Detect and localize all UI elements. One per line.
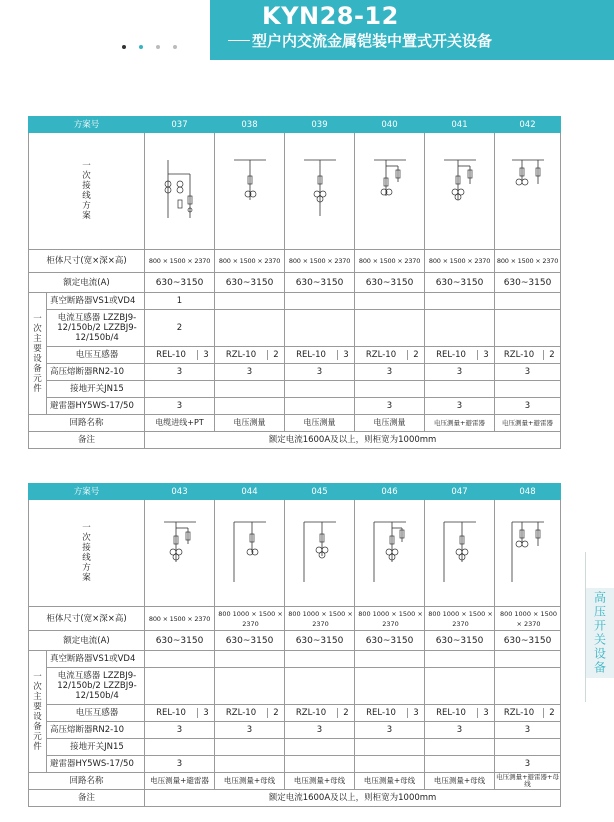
product-subtitle: 型户内交流金属铠装中置式开关设备 <box>252 32 493 50</box>
wiring-diagram-048 <box>495 500 561 607</box>
component-value <box>285 651 355 668</box>
wiring-label-text: 一次接线方案 <box>82 161 91 221</box>
vt-count: 3 <box>337 350 354 360</box>
wiring-diagram-row <box>29 133 561 250</box>
scheme-number: 041 <box>425 117 495 133</box>
page-dot <box>156 45 160 49</box>
scheme-number: 040 <box>355 117 425 133</box>
vt-model: RZL-10 <box>365 350 397 360</box>
wiring-diagram-040 <box>355 133 425 250</box>
component-value <box>355 756 425 773</box>
components-label <box>29 293 47 415</box>
current-cell: 630~3150 <box>495 273 561 293</box>
component-value: 3 <box>285 364 355 381</box>
component-value: 3 <box>145 398 215 415</box>
component-row <box>29 668 561 705</box>
side-section-label: 高压开关设备 <box>592 591 607 675</box>
remark-text: 额定电流1600A及以上，则柜宽为1000mm <box>145 432 561 449</box>
component-value <box>285 668 355 705</box>
component-name: 真空断路器VS1或VD4 <box>47 293 145 310</box>
vt-count: 3 <box>407 708 424 718</box>
page-header <box>0 0 614 60</box>
circuit-name: 电压测量 <box>355 415 425 432</box>
components-label-text: 一次主要设备元件 <box>33 671 42 752</box>
vt-cell <box>355 347 425 364</box>
vt-model: RZL-10 <box>503 350 535 360</box>
wiring-diagram-047 <box>425 500 495 607</box>
title-dash <box>228 40 250 41</box>
component-value <box>495 651 561 668</box>
wiring-diagram-039 <box>285 133 355 250</box>
component-value <box>355 381 425 398</box>
component-value: 2 <box>145 310 215 347</box>
circuit-name: 电压测量 <box>215 415 285 432</box>
dims-cell: 800 × 1500 × 2370 <box>495 250 561 273</box>
circuit-name: 电压测量+母线 <box>215 773 285 790</box>
component-value: 3 <box>355 364 425 381</box>
component-value: 3 <box>355 722 425 739</box>
dims-row <box>29 607 561 631</box>
component-name: 电压互感器 <box>47 347 145 364</box>
current-cell: 630~3150 <box>285 273 355 293</box>
scheme-number: 047 <box>425 484 495 500</box>
component-row <box>29 722 561 739</box>
component-value <box>495 668 561 705</box>
circuit-name: 电压测量+避雷器 <box>425 415 495 432</box>
vt-count: 2 <box>337 708 354 718</box>
dims-cell: 800 × 1500 × 2370 <box>285 250 355 273</box>
wiring-diagram-042 <box>495 133 561 250</box>
circuit-label: 回路名称 <box>29 415 145 432</box>
component-value <box>215 310 285 347</box>
component-value: 3 <box>425 398 495 415</box>
page-indicator-dots <box>122 34 190 53</box>
component-value <box>355 310 425 347</box>
component-row <box>29 705 561 722</box>
component-name: 高压熔断器RN2-10 <box>47 722 145 739</box>
scheme-number: 048 <box>495 484 561 500</box>
component-value <box>145 739 215 756</box>
dims-cell: 800 × 1500 × 2370 <box>145 607 215 631</box>
wiring-diagram-row <box>29 500 561 607</box>
vt-cell <box>355 705 425 722</box>
circuit-name: 电压测量 <box>285 415 355 432</box>
remark-label: 备注 <box>29 432 145 449</box>
component-name: 高压熔断器RN2-10 <box>47 364 145 381</box>
component-value <box>425 381 495 398</box>
vt-cell <box>145 347 215 364</box>
component-value: 3 <box>145 756 215 773</box>
dims-cell: 800 1000 × 1500 × 2370 <box>425 607 495 631</box>
component-value <box>285 398 355 415</box>
component-name: 避雷器HY5WS-17/50 <box>47 398 145 415</box>
current-cell: 630~3150 <box>425 631 495 651</box>
scheme-number: 044 <box>215 484 285 500</box>
vt-cell <box>215 347 285 364</box>
circuit-name: 电压测量+母线 <box>425 773 495 790</box>
current-row <box>29 631 561 651</box>
wiring-diagram-046 <box>355 500 425 607</box>
page-dot <box>122 45 126 49</box>
current-cell: 630~3150 <box>425 273 495 293</box>
component-name: 真空断路器VS1或VD4 <box>47 651 145 668</box>
current-cell: 630~3150 <box>215 631 285 651</box>
component-value <box>145 668 215 705</box>
component-value: 3 <box>145 364 215 381</box>
current-cell: 630~3150 <box>145 273 215 293</box>
vt-model: REL-10 <box>156 350 186 360</box>
circuit-name: 电缆进线+PT <box>145 415 215 432</box>
current-row <box>29 273 561 293</box>
component-value <box>215 651 285 668</box>
dims-label: 柜体尺寸(宽×深×高) <box>29 607 145 631</box>
scheme-number: 038 <box>215 117 285 133</box>
circuit-name: 电压测量+避雷器 <box>495 415 561 432</box>
wiring-label <box>29 500 145 607</box>
dims-cell: 800 1000 × 1500 × 2370 <box>215 607 285 631</box>
circuit-name: 电压测量+避雷器 <box>145 773 215 790</box>
scheme-label: 方案号 <box>29 117 145 133</box>
scheme-header-row <box>29 484 561 500</box>
vt-cell <box>145 705 215 722</box>
component-row <box>29 739 561 756</box>
vt-count: 3 <box>477 708 494 718</box>
vt-model: RZL-10 <box>225 350 257 360</box>
component-row <box>29 398 561 415</box>
page-dot <box>173 45 177 49</box>
scheme-number: 042 <box>495 117 561 133</box>
scheme-number: 037 <box>145 117 215 133</box>
dims-cell: 800 1000 × 1500 × 2370 <box>495 607 561 631</box>
component-name: 电流互感器 LZZBJ9-12/150b/2 LZZBJ9-12/150b/4 <box>47 310 145 347</box>
dims-cell: 800 × 1500 × 2370 <box>355 250 425 273</box>
page-dot-active <box>139 45 143 49</box>
vt-count: 3 <box>477 350 494 360</box>
dims-cell: 800 × 1500 × 2370 <box>425 250 495 273</box>
vt-model: RZL-10 <box>295 708 327 718</box>
dims-row <box>29 250 561 273</box>
vt-count: 2 <box>267 708 284 718</box>
spec-table-2 <box>28 483 561 807</box>
remark-row <box>29 432 561 449</box>
component-value <box>215 739 285 756</box>
dims-label: 柜体尺寸(宽×深×高) <box>29 250 145 273</box>
vt-model: REL-10 <box>296 350 326 360</box>
wiring-label-text: 一次接线方案 <box>82 523 91 583</box>
component-value <box>285 739 355 756</box>
scheme-number: 045 <box>285 484 355 500</box>
vt-model: RZL-10 <box>225 708 257 718</box>
vt-model: REL-10 <box>436 708 466 718</box>
component-name: 电流互感器 LZZBJ9-12/150b/2 LZZBJ9-12/150b/4 <box>47 668 145 705</box>
component-value <box>215 293 285 310</box>
remark-label: 备注 <box>29 790 145 807</box>
circuit-label: 回路名称 <box>29 773 145 790</box>
component-value <box>425 293 495 310</box>
component-row <box>29 756 561 773</box>
dims-cell: 800 1000 × 1500 × 2370 <box>285 607 355 631</box>
vt-cell <box>215 705 285 722</box>
current-cell: 630~3150 <box>495 631 561 651</box>
component-value <box>425 668 495 705</box>
component-value: 3 <box>495 364 561 381</box>
vt-count: 3 <box>197 350 214 360</box>
wiring-diagram-037 <box>145 133 215 250</box>
component-value: 3 <box>495 756 561 773</box>
remark-row <box>29 790 561 807</box>
dims-cell: 800 1000 × 1500 × 2370 <box>355 607 425 631</box>
current-label: 额定电流(A) <box>29 631 145 651</box>
vt-cell <box>285 705 355 722</box>
component-value <box>145 381 215 398</box>
component-value <box>425 651 495 668</box>
component-value: 3 <box>495 722 561 739</box>
circuit-row <box>29 773 561 790</box>
component-value <box>355 668 425 705</box>
dims-cell: 800 × 1500 × 2370 <box>145 250 215 273</box>
component-name: 避雷器HY5WS-17/50 <box>47 756 145 773</box>
component-value: 1 <box>145 293 215 310</box>
vt-cell <box>285 347 355 364</box>
vt-count: 2 <box>543 708 560 718</box>
component-value <box>215 381 285 398</box>
side-section-tab[interactable] <box>586 588 614 678</box>
component-row <box>29 347 561 364</box>
wiring-diagram-044 <box>215 500 285 607</box>
component-value <box>285 293 355 310</box>
component-row <box>29 381 561 398</box>
component-value: 3 <box>215 364 285 381</box>
wiring-diagram-045 <box>285 500 355 607</box>
vt-count: 2 <box>407 350 424 360</box>
component-value: 3 <box>355 398 425 415</box>
component-value <box>145 651 215 668</box>
vt-model: RZL-10 <box>503 708 535 718</box>
component-value <box>355 293 425 310</box>
current-label: 额定电流(A) <box>29 273 145 293</box>
scheme-number: 039 <box>285 117 355 133</box>
component-value: 3 <box>285 722 355 739</box>
wiring-diagram-041 <box>425 133 495 250</box>
component-value <box>425 310 495 347</box>
components-label-text: 一次主要设备元件 <box>33 313 42 394</box>
product-model: KYN28-12 <box>262 2 399 30</box>
vt-cell <box>495 705 561 722</box>
wiring-diagram-038 <box>215 133 285 250</box>
component-value <box>495 739 561 756</box>
component-row <box>29 310 561 347</box>
component-value <box>425 739 495 756</box>
component-value <box>495 310 561 347</box>
component-row <box>29 364 561 381</box>
component-value <box>285 310 355 347</box>
current-cell: 630~3150 <box>285 631 355 651</box>
current-cell: 630~3150 <box>355 273 425 293</box>
scheme-label: 方案号 <box>29 484 145 500</box>
component-value <box>215 668 285 705</box>
component-value <box>495 381 561 398</box>
current-cell: 630~3150 <box>215 273 285 293</box>
component-value <box>355 651 425 668</box>
component-row <box>29 651 561 668</box>
vt-cell <box>425 705 495 722</box>
circuit-name: 电压测量+避雷器+母线 <box>496 773 559 788</box>
component-name: 接地开关JN15 <box>47 381 145 398</box>
vt-count: 2 <box>543 350 560 360</box>
component-value <box>215 398 285 415</box>
vt-cell <box>425 347 495 364</box>
wiring-label <box>29 133 145 250</box>
component-name: 电压互感器 <box>47 705 145 722</box>
scheme-number: 046 <box>355 484 425 500</box>
component-value: 3 <box>215 722 285 739</box>
spec-table-1 <box>28 116 561 449</box>
vt-model: REL-10 <box>156 708 186 718</box>
component-row <box>29 293 561 310</box>
vt-count: 2 <box>267 350 284 360</box>
vt-cell <box>495 347 561 364</box>
circuit-name: 电压测量+母线 <box>355 773 425 790</box>
current-cell: 630~3150 <box>355 631 425 651</box>
remark-text: 额定电流1600A及以上，则柜宽为1000mm <box>145 790 561 807</box>
component-value <box>425 756 495 773</box>
component-value: 3 <box>425 722 495 739</box>
circuit-name: 电压测量+母线 <box>285 773 355 790</box>
component-value <box>355 739 425 756</box>
component-value <box>495 293 561 310</box>
component-value <box>215 756 285 773</box>
component-value <box>285 756 355 773</box>
wiring-diagram-043 <box>145 500 215 607</box>
component-value <box>285 381 355 398</box>
vt-count: 3 <box>197 708 214 718</box>
dims-cell: 800 × 1500 × 2370 <box>215 250 285 273</box>
component-value: 3 <box>495 398 561 415</box>
vt-model: REL-10 <box>436 350 466 360</box>
components-label <box>29 651 47 773</box>
component-value: 3 <box>425 364 495 381</box>
scheme-number: 043 <box>145 484 215 500</box>
component-name: 接地开关JN15 <box>47 739 145 756</box>
component-value: 3 <box>145 722 215 739</box>
vt-model: REL-10 <box>366 708 396 718</box>
current-cell: 630~3150 <box>145 631 215 651</box>
circuit-row <box>29 415 561 432</box>
scheme-header-row <box>29 117 561 133</box>
